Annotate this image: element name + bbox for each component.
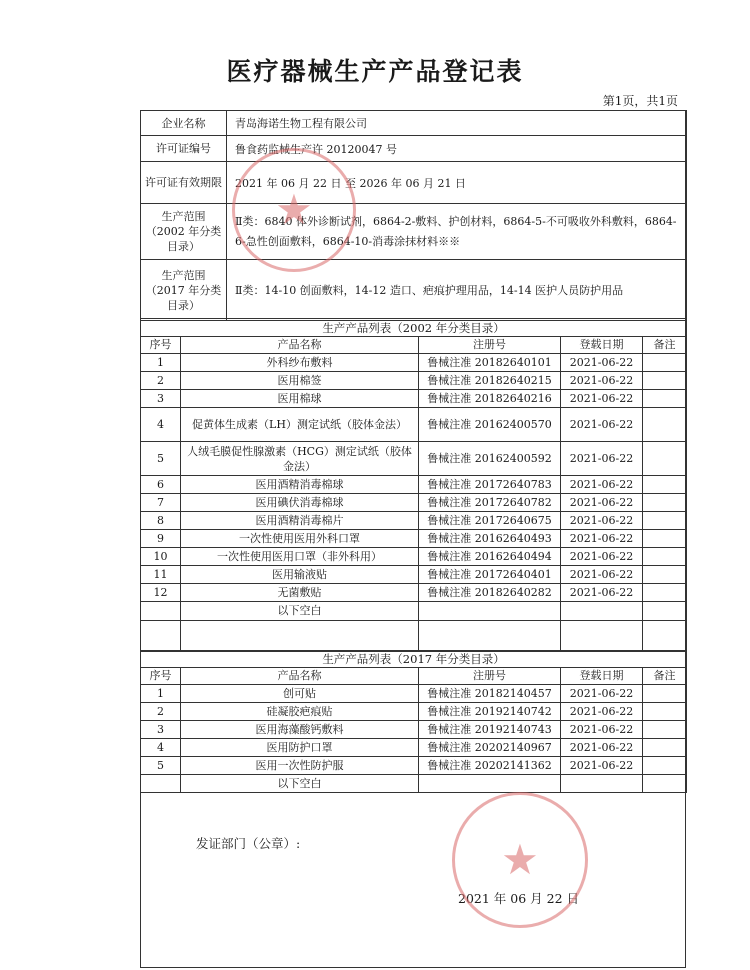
- info-label: 企业名称: [141, 111, 227, 136]
- cell-no: 8: [141, 512, 181, 530]
- table-header: [141, 668, 687, 685]
- table-row: [141, 354, 687, 372]
- cell-date: 2021-06-22: [561, 476, 643, 494]
- cell-name: 无菌敷贴: [181, 584, 419, 602]
- column-header-note: 备注: [643, 337, 687, 354]
- blank-marker: 以下空白: [181, 775, 419, 793]
- cell-name: 医用酒精消毒棉片: [181, 512, 419, 530]
- company-seal: [232, 148, 356, 272]
- cell-no: 3: [141, 721, 181, 739]
- cell-no: 10: [141, 548, 181, 566]
- column-header-name: 产品名称: [181, 668, 419, 685]
- cell-note: [643, 757, 687, 775]
- cell-note: [643, 530, 687, 548]
- column-header-no: 序号: [141, 668, 181, 685]
- cell-reg: 鲁械注准 20162640493: [419, 530, 561, 548]
- info-label: 许可证编号: [141, 136, 227, 162]
- column-header-date: 登载日期: [561, 668, 643, 685]
- info-row: [141, 111, 687, 136]
- cell-note: [643, 703, 687, 721]
- document-title: 医疗器械生产产品登记表: [226, 57, 524, 86]
- table-row: [141, 476, 687, 494]
- column-header-name: 产品名称: [181, 337, 419, 354]
- cell-date: 2021-06-22: [561, 548, 643, 566]
- cell-no: 2: [141, 703, 181, 721]
- column-header-reg: 注册号: [419, 337, 561, 354]
- cell-no: 9: [141, 530, 181, 548]
- cell-date: 2021-06-22: [561, 721, 643, 739]
- table-row: [141, 739, 687, 757]
- seal-star-icon: ★: [275, 185, 313, 234]
- info-row: [141, 136, 687, 162]
- info-row: [141, 260, 687, 321]
- info-value: Ⅱ类：6840 体外诊断试剂，6864-2-敷料、护创材料，6864-5-不可吸收外科敷料，6864-6-急性创面敷料，6864-10-消毒涂抹材料※※: [227, 204, 687, 260]
- cell-name: 一次性使用医用外科口罩: [181, 530, 419, 548]
- cell-date: 2021-06-22: [561, 584, 643, 602]
- product-table-2002: [140, 318, 687, 652]
- issuer-label: 发证部门（公章）:: [196, 836, 301, 851]
- cell-reg: 鲁械注准 20182140457: [419, 685, 561, 703]
- cell-name: 硅凝胶疤痕贴: [181, 703, 419, 721]
- cell-reg: 鲁械注准 20162400592: [419, 442, 561, 476]
- column-header-note: 备注: [643, 668, 687, 685]
- cell-reg: 鲁械注准 20172640675: [419, 512, 561, 530]
- section-title-2017: 生产产品列表（2017 年分类目录）: [141, 651, 687, 668]
- cell-reg: 鲁械注准 20182640101: [419, 354, 561, 372]
- cell-no: 6: [141, 476, 181, 494]
- cell-name: 创可贴: [181, 685, 419, 703]
- cell-reg: 鲁械注准 20162400570: [419, 408, 561, 442]
- cell-date: 2021-06-22: [561, 372, 643, 390]
- table-row: [141, 584, 687, 602]
- cell-note: [643, 721, 687, 739]
- cell-date: 2021-06-22: [561, 408, 643, 442]
- info-value: Ⅱ类：14-10 创面敷料，14-12 造口、疤痕护理用品，14-14 医护人员防护用品: [227, 260, 687, 321]
- empty-row: [141, 621, 687, 652]
- cell-no: 2: [141, 372, 181, 390]
- cell-no: 11: [141, 566, 181, 584]
- cell-date: 2021-06-22: [561, 757, 643, 775]
- cell-date: 2021-06-22: [561, 703, 643, 721]
- table-row: [141, 703, 687, 721]
- cell-name: 一次性使用医用口罩（非外科用）: [181, 548, 419, 566]
- cell-no: 5: [141, 442, 181, 476]
- cell-reg: 鲁械注准 20192140742: [419, 703, 561, 721]
- table-row: [141, 757, 687, 775]
- product-table-2017: [140, 650, 687, 793]
- cell-name: 医用碘伏消毒棉球: [181, 494, 419, 512]
- issue-date: 2021 年 06 月 22 日: [458, 891, 579, 906]
- cell-name: 人绒毛膜促性腺激素（HCG）测定试纸（胶体金法）: [181, 442, 419, 476]
- cell-no: 12: [141, 584, 181, 602]
- table-row: [141, 530, 687, 548]
- column-header-no: 序号: [141, 337, 181, 354]
- table-row: [141, 408, 687, 442]
- cell-name: 促黄体生成素（LH）测定试纸（胶体金法）: [181, 408, 419, 442]
- cell-note: [643, 476, 687, 494]
- cell-reg: 鲁械注准 20172640782: [419, 494, 561, 512]
- cell-note: [643, 685, 687, 703]
- table-row: [141, 494, 687, 512]
- cell-note: [643, 739, 687, 757]
- cell-reg: 鲁械注准 20162640494: [419, 548, 561, 566]
- cell-name: 医用棉签: [181, 372, 419, 390]
- table-row: [141, 548, 687, 566]
- section-title-2002: 生产产品列表（2002 年分类目录）: [141, 319, 687, 337]
- column-header-reg: 注册号: [419, 668, 561, 685]
- cell-note: [643, 442, 687, 476]
- table-row: [141, 390, 687, 408]
- cell-no: 1: [141, 685, 181, 703]
- seal-star-icon: ★: [501, 835, 539, 884]
- cell-name: 医用防护口罩: [181, 739, 419, 757]
- cell-name: 医用输液贴: [181, 566, 419, 584]
- cell-reg: 鲁械注准 20182640215: [419, 372, 561, 390]
- cell-note: [643, 566, 687, 584]
- cell-date: 2021-06-22: [561, 442, 643, 476]
- cell-note: [643, 584, 687, 602]
- cell-date: 2021-06-22: [561, 685, 643, 703]
- blank-row: [141, 602, 687, 621]
- cell-name: 外科纱布敷料: [181, 354, 419, 372]
- info-value: 鲁食药监械生产许 20120047 号: [227, 136, 687, 162]
- cell-name: 医用酒精消毒棉球: [181, 476, 419, 494]
- cell-note: [643, 372, 687, 390]
- info-value: 青岛海诺生物工程有限公司: [227, 111, 687, 136]
- column-header-date: 登载日期: [561, 337, 643, 354]
- authority-seal: [452, 792, 588, 928]
- cell-no: 4: [141, 408, 181, 442]
- cell-no: 4: [141, 739, 181, 757]
- cell-note: [643, 390, 687, 408]
- cell-no: 5: [141, 757, 181, 775]
- cell-no: 7: [141, 494, 181, 512]
- page-number: 第1页，共1页: [602, 94, 678, 108]
- cell-note: [643, 512, 687, 530]
- info-value: 2021 年 06 月 22 日 至 2026 年 06 月 21 日: [227, 162, 687, 204]
- cell-date: 2021-06-22: [561, 494, 643, 512]
- cell-note: [643, 548, 687, 566]
- cell-reg: 鲁械注准 20172640783: [419, 476, 561, 494]
- cell-date: 2021-06-22: [561, 739, 643, 757]
- cell-date: 2021-06-22: [561, 530, 643, 548]
- blank-row: [141, 775, 687, 793]
- cell-name: 医用海藻酸钙敷料: [181, 721, 419, 739]
- cell-note: [643, 354, 687, 372]
- cell-date: 2021-06-22: [561, 512, 643, 530]
- cell-reg: 鲁械注准 20182640282: [419, 584, 561, 602]
- cell-note: [643, 494, 687, 512]
- table-row: [141, 442, 687, 476]
- cell-name: 医用棉球: [181, 390, 419, 408]
- table-row: [141, 566, 687, 584]
- table-row: [141, 512, 687, 530]
- cell-no: 3: [141, 390, 181, 408]
- info-label: 许可证有效期限: [141, 162, 227, 204]
- table-row: [141, 721, 687, 739]
- cell-reg: 鲁械注准 20202140967: [419, 739, 561, 757]
- info-row: [141, 204, 687, 260]
- cell-date: 2021-06-22: [561, 354, 643, 372]
- table-row: [141, 372, 687, 390]
- info-label: 生产范围（2017 年分类目录）: [141, 260, 227, 321]
- blank-marker: 以下空白: [181, 602, 419, 621]
- cell-name: 医用一次性防护服: [181, 757, 419, 775]
- info-label: 生产范围（2002 年分类目录）: [141, 204, 227, 260]
- cell-reg: 鲁械注准 20192140743: [419, 721, 561, 739]
- cell-reg: 鲁械注准 20202141362: [419, 757, 561, 775]
- cell-reg: 鲁械注准 20182640216: [419, 390, 561, 408]
- table-header: [141, 337, 687, 354]
- cell-date: 2021-06-22: [561, 390, 643, 408]
- cell-note: [643, 408, 687, 442]
- cell-date: 2021-06-22: [561, 566, 643, 584]
- cell-no: 1: [141, 354, 181, 372]
- company-info-table: [140, 110, 687, 321]
- cell-reg: 鲁械注准 20172640401: [419, 566, 561, 584]
- table-row: [141, 685, 687, 703]
- info-row: [141, 162, 687, 204]
